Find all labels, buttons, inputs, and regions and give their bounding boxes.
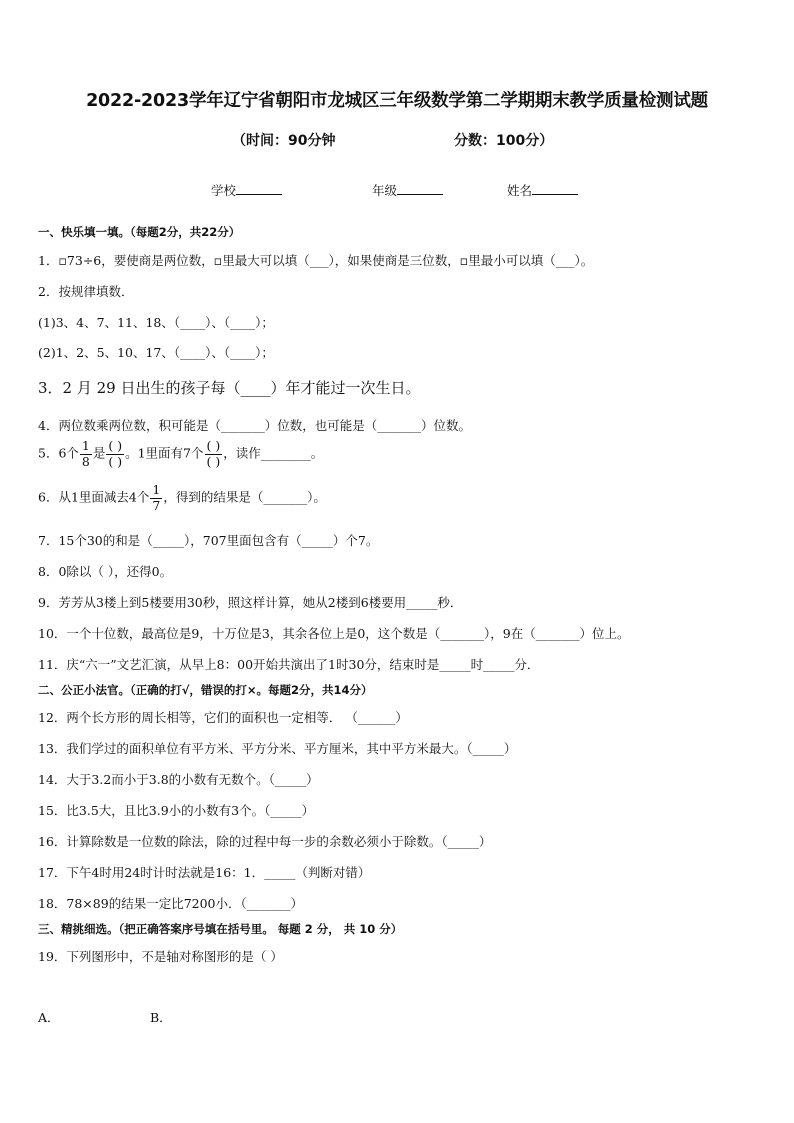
section-3-heading: 三、精挑细选。（把正确答案序号填在括号里。 每题 2 分， 共 10 分）	[38, 922, 403, 936]
question-2-part-1: (1)3、4、7、11、18、（____）、（____）；	[38, 315, 274, 330]
question-14: 14．大于3.2而小于3.8的小数有无数个。（_____）	[38, 772, 319, 787]
fraction-one-seventh	[150, 484, 162, 512]
name-field[interactable]	[507, 181, 578, 199]
question-8: 8．0除以（ ），还得0。	[38, 564, 173, 579]
school-label: 学校	[211, 183, 237, 198]
question-9: 9．芳芳从3楼上到5楼要用30秒，照这样计算，她从2楼到6楼要用_____秒．	[38, 595, 463, 610]
document-title: 2022-2023学年辽宁省朝阳市龙城区三年级数学第二学期期末教学质量检测试题	[86, 91, 708, 111]
question-16: 16．计算除数是一位数的除法，除的过程中每一步的余数必须小于除数。（_____）	[38, 834, 492, 849]
school-blank[interactable]	[236, 182, 282, 195]
q6-text-1: 6．从1里面减去4个	[38, 489, 150, 505]
fraction-denominator: 8	[81, 453, 90, 469]
school-field[interactable]	[211, 181, 282, 199]
question-4: 4．两位数乘两位数，积可能是（_______）位数，也可能是（_______）位数。	[38, 418, 471, 433]
question-7: 7．15个30的和是（_____），707里面包含有（_____）个7。	[38, 533, 379, 548]
section-2-heading: 二、公正小法官。（正确的打√，错误的打×。每题2分，共14分）	[38, 683, 373, 697]
question-15: 15．比3.5大，且比3.9小的小数有3个。（_____）	[38, 803, 315, 818]
grade-field[interactable]	[372, 181, 443, 199]
fraction-numerator: 1	[81, 438, 90, 453]
fraction-denominator: ( )	[108, 453, 123, 469]
fraction-denominator: 7	[152, 497, 161, 513]
grade-blank[interactable]	[397, 182, 443, 195]
q6-text-2: ，得到的结果是（_______）。	[163, 489, 326, 505]
question-12: 12．两个长方形的周长相等，它们的面积也一定相等． （______）	[38, 710, 408, 725]
fraction-numerator: ( )	[206, 438, 221, 453]
fraction-blank-2	[205, 440, 223, 468]
question-17: 17．下午4时用24时计时法就是16：1．_____（判断对错）	[38, 865, 371, 880]
q5-text-4: ，读作________。	[223, 445, 324, 461]
grade-label: 年级	[372, 183, 398, 198]
q5-text-1: 5．6个	[38, 445, 79, 461]
q5-text-3: 。1里面有7个	[125, 445, 204, 461]
section-1-heading: 一、快乐填一填。（每题2分，共22分）	[38, 225, 241, 239]
question-1: 1．▫73÷6，要使商是两位数，▫里最大可以填（___），如果使商是三位数，▫里最小可以填（___）。	[38, 253, 594, 268]
question-10: 10．一个十位数，最高位是9，十万位是3，其余各位上是0，这个数是（_______），9在（_______）位上。	[38, 626, 630, 641]
question-5	[38, 440, 323, 468]
question-6	[38, 484, 326, 512]
fraction-numerator: ( )	[108, 438, 123, 453]
exam-score: 分数：100分）	[454, 133, 554, 149]
question-19: 19．下列图形中，不是轴对称图形的是（ ）	[38, 949, 283, 964]
question-18: 18．78×89的结果一定比7200小．（_______）	[38, 896, 304, 911]
option-b: B．	[150, 1010, 172, 1025]
fraction-denominator: ( )	[206, 453, 221, 469]
fraction-numerator: 1	[152, 482, 161, 497]
exam-time: （时间：90分钟	[232, 133, 336, 149]
fraction-one-eighth	[80, 440, 92, 468]
question-11: 11．庆“六一”文艺汇演，从早上8：00开始共演出了1时30分，结束时是_____时_____分．	[38, 657, 540, 672]
fraction-blank-1	[106, 440, 124, 468]
name-label: 姓名	[507, 183, 533, 198]
question-3: 3．2 月 29 日出生的孩子每（____）年才能过一次生日。	[38, 379, 421, 397]
question-2: 2．按规律填数．	[38, 284, 134, 299]
option-a: A．	[38, 1010, 60, 1025]
question-13: 13．我们学过的面积单位有平方米、平方分米、平方厘米，其中平方米最大。（_____）	[38, 741, 517, 756]
name-blank[interactable]	[532, 182, 578, 195]
q5-text-2: 是	[92, 445, 106, 461]
question-2-part-2: (2)1、2、5、10、17、（____）、（____）；	[38, 345, 274, 360]
